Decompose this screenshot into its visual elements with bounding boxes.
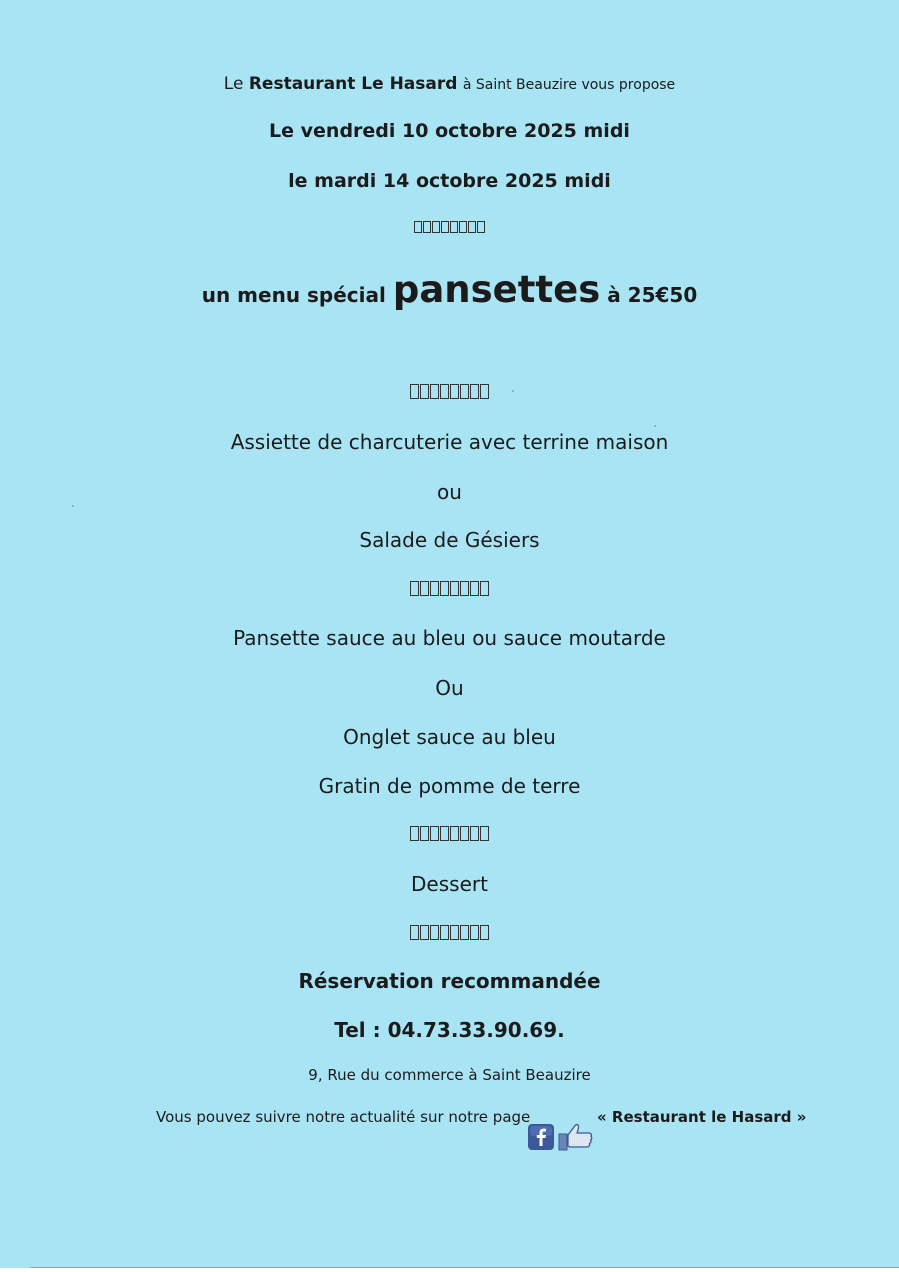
scan-speck [512, 390, 514, 392]
facebook-page-name: « Restaurant le Hasard » [597, 1108, 807, 1126]
follow-text: Vous pouvez suivre notre actualité sur notre page [156, 1108, 531, 1126]
menu-price: 25€50 [627, 283, 698, 307]
intro-suffix: à Saint Beauzire vous propose [462, 77, 676, 93]
menu-title-highlight: pansettes [392, 268, 601, 311]
starter-salade: Salade de Gésiers [359, 528, 540, 552]
intro-line [0, 74, 899, 94]
restaurant-name: Restaurant Le Hasard [248, 74, 458, 94]
menu-title-prefix: un menu spécial [201, 283, 393, 307]
phone-number: Tel : 04.73.33.90.69. [334, 1018, 565, 1042]
or-label: ou [437, 480, 462, 504]
price-prefix: à [600, 283, 628, 307]
separator [0, 925, 899, 940]
or-label: Ou [435, 676, 464, 700]
scan-edge-line [30, 1267, 899, 1268]
dessert: Dessert [411, 872, 488, 896]
thumbs-up-icon [558, 1122, 594, 1152]
reservation-note: Réservation recommandée [298, 969, 601, 993]
separator [0, 384, 899, 399]
separator [0, 826, 899, 841]
date-tuesday: le mardi 14 octobre 2025 midi [288, 170, 611, 192]
scan-speck [72, 505, 74, 507]
intro-prefix: Le [223, 74, 249, 94]
facebook-icon [528, 1124, 554, 1150]
scan-speck [654, 425, 656, 427]
starter-charcuterie: Assiette de charcuterie avec terrine maison [230, 430, 669, 454]
main-pansette: Pansette sauce au bleu ou sauce moutarde [233, 626, 666, 650]
date-friday: Le vendredi 10 octobre 2025 midi [269, 120, 630, 142]
separator [0, 219, 899, 234]
separator [0, 581, 899, 596]
side-gratin: Gratin de pomme de terre [318, 774, 581, 798]
main-onglet: Onglet sauce au bleu [343, 725, 556, 749]
address: 9, Rue du commerce à Saint Beauzire [308, 1066, 591, 1084]
menu-title [0, 268, 899, 311]
